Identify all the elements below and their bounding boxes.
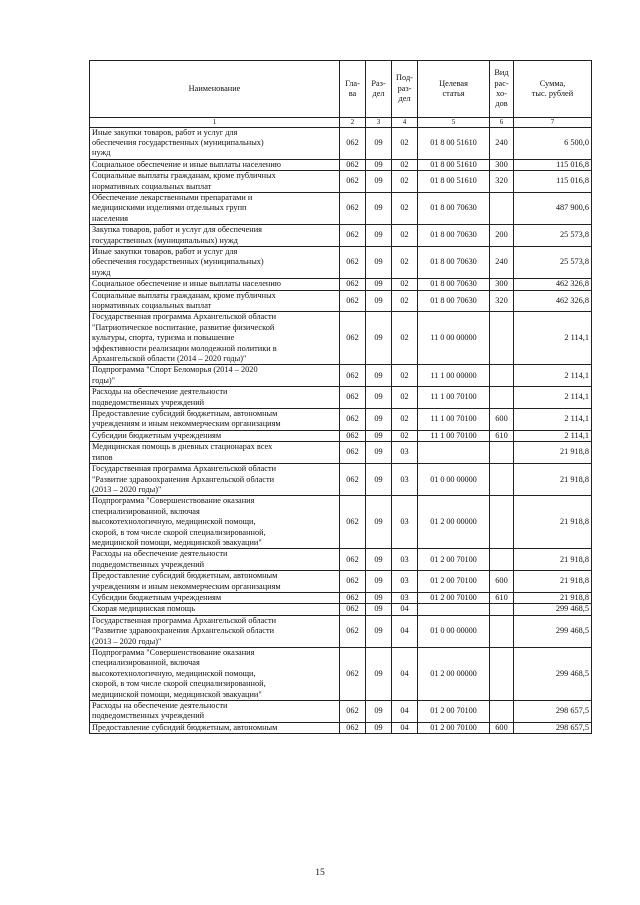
row-exp-type: 200 [490, 225, 514, 247]
row-name: Социальное обеспечение и иные выплаты населению [90, 279, 340, 290]
row-section: 09 [366, 127, 392, 159]
row-name: Закупка товаров, работ и услуг для обеспечения государственных (муниципальных) нужд [90, 225, 340, 247]
row-target: 01 2 00 70100 [418, 571, 490, 593]
row-sum: 299 468,5 [514, 604, 592, 615]
row-target [418, 604, 490, 615]
table-row [90, 127, 592, 159]
row-chapter: 062 [340, 604, 366, 615]
row-target: 01 2 00 70100 [418, 701, 490, 723]
row-exp-type [490, 701, 514, 723]
row-exp-type [490, 604, 514, 615]
row-subsection: 03 [392, 592, 418, 603]
row-exp-type [490, 648, 514, 701]
table-row [90, 442, 592, 464]
row-section: 09 [366, 279, 392, 290]
row-name: Предоставление субсидий бюджетным, автономным учреждениям и иным некоммерческим организациям [90, 571, 340, 593]
table-row [90, 225, 592, 247]
row-chapter: 062 [340, 648, 366, 701]
row-sum: 299 468,5 [514, 615, 592, 647]
row-exp-type [490, 365, 514, 387]
row-sum: 299 468,5 [514, 648, 592, 701]
table-row [90, 701, 592, 723]
table-row [90, 409, 592, 431]
row-exp-type [490, 464, 514, 496]
row-subsection: 04 [392, 604, 418, 615]
row-chapter: 062 [340, 279, 366, 290]
header-name-label: Наименование [188, 83, 241, 93]
row-name: Государственная программа Архангельской области "Развитие здравоохранения Архангельской области (2013 – 2020 годы)" [90, 464, 340, 496]
row-target: 01 2 00 70100 [418, 592, 490, 603]
row-target: 01 8 00 51610 [418, 159, 490, 170]
row-section: 09 [366, 430, 392, 441]
row-exp-type: 610 [490, 592, 514, 603]
row-sum: 21 918,8 [514, 442, 592, 464]
row-sum: 2 114,1 [514, 387, 592, 409]
row-chapter: 062 [340, 701, 366, 723]
row-subsection: 02 [392, 365, 418, 387]
row-exp-type: 600 [490, 722, 514, 733]
table-row [90, 592, 592, 603]
row-sum: 298 657,5 [514, 701, 592, 723]
row-target: 01 2 00 00000 [418, 648, 490, 701]
row-name: Медицинская помощь в дневных стационарах всех типов [90, 442, 340, 464]
row-subsection: 02 [392, 430, 418, 441]
row-chapter: 062 [340, 592, 366, 603]
table-row [90, 279, 592, 290]
row-exp-type [490, 549, 514, 571]
row-name: Социальное обеспечение и иные выплаты населению [90, 159, 340, 170]
row-subsection: 02 [392, 246, 418, 278]
row-section: 09 [366, 365, 392, 387]
row-target: 01 8 00 70630 [418, 290, 490, 312]
row-section: 09 [366, 290, 392, 312]
row-exp-type: 610 [490, 430, 514, 441]
row-exp-type: 240 [490, 246, 514, 278]
header-section-label: Раз- дел [371, 78, 386, 98]
row-sum: 21 918,8 [514, 496, 592, 549]
column-number: 1 [90, 118, 340, 128]
table-row [90, 192, 592, 224]
header-chapter-label: Гла- ва [345, 78, 360, 98]
row-name: Скорая медицинская помощь [90, 604, 340, 615]
row-sum: 2 114,1 [514, 312, 592, 365]
row-subsection: 02 [392, 159, 418, 170]
row-target: 01 8 00 51610 [418, 171, 490, 193]
row-name: Государственная программа Архангельской области "Патриотическое воспитание, развитие физической культуры, спорта, туризма и повышение эффективности реализации молодежной политики в Архангельской области (2014 – 2020 годы)" [90, 312, 340, 365]
row-exp-type [490, 312, 514, 365]
row-chapter: 062 [340, 312, 366, 365]
row-target: 11 1 00 70100 [418, 430, 490, 441]
row-name: Расходы на обеспечение деятельности подведомственных учреждений [90, 387, 340, 409]
row-exp-type: 600 [490, 571, 514, 593]
row-chapter: 062 [340, 192, 366, 224]
row-chapter: 062 [340, 722, 366, 733]
row-name: Социальные выплаты гражданам, кроме публичных нормативных социальных выплат [90, 290, 340, 312]
row-name: Подпрограмма "Спорт Беломорья (2014 – 2020 годы)" [90, 365, 340, 387]
row-section: 09 [366, 409, 392, 431]
header-exp-type [490, 61, 514, 118]
row-subsection: 02 [392, 171, 418, 193]
row-section: 09 [366, 615, 392, 647]
column-number: 6 [490, 118, 514, 128]
row-chapter: 062 [340, 571, 366, 593]
row-chapter: 062 [340, 127, 366, 159]
row-section: 09 [366, 442, 392, 464]
header-exp-type-label: Вид рас- хо- дов [494, 68, 509, 109]
row-sum: 2 114,1 [514, 430, 592, 441]
row-subsection: 03 [392, 549, 418, 571]
row-sum: 115 016,8 [514, 159, 592, 170]
table-row [90, 171, 592, 193]
table-row [90, 290, 592, 312]
budget-page [89, 60, 591, 734]
header-sum-label: Сумма, тыс. рублей [531, 78, 574, 98]
row-sum: 21 918,8 [514, 464, 592, 496]
table-row [90, 159, 592, 170]
column-number-row [90, 118, 592, 128]
row-chapter: 062 [340, 387, 366, 409]
row-name: Подпрограмма "Совершенствование оказания специализированной, включая высокотехнологичную, медицинской помощи, скорой, в том числе скорой специализированной, медицинской помощи, медицинской эвакуации" [90, 496, 340, 549]
header-subsection-label: Под- раз- дел [396, 73, 413, 104]
header-name [90, 61, 340, 118]
column-number: 4 [392, 118, 418, 128]
table-row [90, 571, 592, 593]
row-chapter: 062 [340, 365, 366, 387]
row-chapter: 062 [340, 615, 366, 647]
row-section: 09 [366, 571, 392, 593]
row-section: 09 [366, 192, 392, 224]
header-target-label: Целевая статья [439, 78, 468, 98]
row-target: 11 1 00 00000 [418, 365, 490, 387]
row-section: 09 [366, 604, 392, 615]
row-subsection: 02 [392, 225, 418, 247]
row-exp-type: 300 [490, 279, 514, 290]
row-name: Социальные выплаты гражданам, кроме публичных нормативных социальных выплат [90, 171, 340, 193]
table-body [90, 127, 592, 734]
row-sum: 25 573,8 [514, 225, 592, 247]
row-name: Расходы на обеспечение деятельности подведомственных учреждений [90, 549, 340, 571]
row-sum: 298 657,5 [514, 722, 592, 733]
table-row [90, 312, 592, 365]
row-chapter: 062 [340, 496, 366, 549]
row-exp-type [490, 615, 514, 647]
row-sum: 21 918,8 [514, 571, 592, 593]
row-name: Иные закупки товаров, работ и услуг для обеспечения государственных (муниципальных) нужд [90, 246, 340, 278]
row-sum: 25 573,8 [514, 246, 592, 278]
row-sum: 21 918,8 [514, 592, 592, 603]
table-header-row [90, 61, 592, 118]
row-chapter: 062 [340, 246, 366, 278]
row-section: 09 [366, 225, 392, 247]
row-target: 01 8 00 70630 [418, 225, 490, 247]
row-name: Субсидии бюджетным учреждениям [90, 592, 340, 603]
row-subsection: 04 [392, 648, 418, 701]
row-chapter: 062 [340, 171, 366, 193]
row-subsection: 04 [392, 615, 418, 647]
row-section: 09 [366, 496, 392, 549]
header-sum [514, 61, 592, 118]
row-name: Иные закупки товаров, работ и услуг для обеспечения государственных (муниципальных) нужд [90, 127, 340, 159]
row-subsection: 03 [392, 464, 418, 496]
row-sum: 6 500,0 [514, 127, 592, 159]
row-sum: 21 918,8 [514, 549, 592, 571]
table-row [90, 648, 592, 701]
row-section: 09 [366, 246, 392, 278]
column-number: 7 [514, 118, 592, 128]
row-section: 09 [366, 159, 392, 170]
row-name: Предоставление субсидий бюджетным, автономным учреждениям и иным некоммерческим организациям [90, 409, 340, 431]
row-chapter: 062 [340, 409, 366, 431]
row-target [418, 442, 490, 464]
row-target: 01 2 00 00000 [418, 496, 490, 549]
row-subsection: 02 [392, 387, 418, 409]
row-chapter: 062 [340, 464, 366, 496]
table-row [90, 365, 592, 387]
row-target: 01 8 00 70630 [418, 192, 490, 224]
row-name: Предоставление субсидий бюджетным, автономным [90, 722, 340, 733]
row-section: 09 [366, 592, 392, 603]
row-target: 11 0 00 00000 [418, 312, 490, 365]
row-sum: 462 326,8 [514, 279, 592, 290]
row-target: 11 1 00 70100 [418, 409, 490, 431]
column-number: 5 [418, 118, 490, 128]
row-target: 11 1 00 70100 [418, 387, 490, 409]
row-subsection: 03 [392, 442, 418, 464]
row-section: 09 [366, 701, 392, 723]
header-section [366, 61, 392, 118]
row-exp-type: 600 [490, 409, 514, 431]
budget-table [89, 60, 592, 734]
row-exp-type [490, 192, 514, 224]
header-target [418, 61, 490, 118]
row-subsection: 03 [392, 496, 418, 549]
row-chapter: 062 [340, 549, 366, 571]
table-row [90, 387, 592, 409]
table-row [90, 496, 592, 549]
row-sum: 462 326,8 [514, 290, 592, 312]
row-exp-type: 300 [490, 159, 514, 170]
row-section: 09 [366, 549, 392, 571]
row-target: 01 0 00 00000 [418, 615, 490, 647]
row-subsection: 04 [392, 701, 418, 723]
table-row [90, 549, 592, 571]
table-row [90, 430, 592, 441]
table-row [90, 464, 592, 496]
row-sum: 487 900,6 [514, 192, 592, 224]
row-name: Обеспечение лекарственными препаратами и медицинскими изделиями отдельных групп населения [90, 192, 340, 224]
row-exp-type: 240 [490, 127, 514, 159]
row-subsection: 02 [392, 312, 418, 365]
header-subsection [392, 61, 418, 118]
row-subsection: 02 [392, 279, 418, 290]
row-section: 09 [366, 312, 392, 365]
table-row [90, 722, 592, 733]
row-target: 01 2 00 70100 [418, 722, 490, 733]
row-exp-type [490, 387, 514, 409]
row-exp-type [490, 496, 514, 549]
row-target: 01 8 00 70630 [418, 279, 490, 290]
row-subsection: 02 [392, 290, 418, 312]
row-subsection: 02 [392, 192, 418, 224]
header-chapter [340, 61, 366, 118]
row-section: 09 [366, 648, 392, 701]
row-section: 09 [366, 171, 392, 193]
row-section: 09 [366, 722, 392, 733]
row-name: Расходы на обеспечение деятельности подведомственных учреждений [90, 701, 340, 723]
row-chapter: 062 [340, 430, 366, 441]
row-section: 09 [366, 464, 392, 496]
row-name: Государственная программа Архангельской области "Развитие здравоохранения Архангельской области (2013 – 2020 годы)" [90, 615, 340, 647]
page-number: 15 [315, 868, 325, 878]
row-target: 01 8 00 51610 [418, 127, 490, 159]
row-section: 09 [366, 387, 392, 409]
row-sum: 115 016,8 [514, 171, 592, 193]
table-row [90, 246, 592, 278]
column-number: 2 [340, 118, 366, 128]
row-name: Подпрограмма "Совершенствование оказания специализированной, включая высокотехнологичную, медицинской помощи, скорой, в том числе скорой специализированной, медицинской помощи, медицинской эвакуации" [90, 648, 340, 701]
row-target: 01 0 00 00000 [418, 464, 490, 496]
table-row [90, 604, 592, 615]
row-subsection: 02 [392, 127, 418, 159]
row-chapter: 062 [340, 159, 366, 170]
row-target: 01 2 00 70100 [418, 549, 490, 571]
column-number: 3 [366, 118, 392, 128]
row-exp-type: 320 [490, 171, 514, 193]
row-sum: 2 114,1 [514, 365, 592, 387]
row-chapter: 062 [340, 225, 366, 247]
row-target: 01 8 00 70630 [418, 246, 490, 278]
row-subsection: 02 [392, 409, 418, 431]
row-subsection: 03 [392, 571, 418, 593]
row-name: Субсидии бюджетным учреждениям [90, 430, 340, 441]
row-exp-type [490, 442, 514, 464]
row-exp-type: 320 [490, 290, 514, 312]
table-row [90, 615, 592, 647]
row-subsection: 04 [392, 722, 418, 733]
row-chapter: 062 [340, 442, 366, 464]
row-sum: 2 114,1 [514, 409, 592, 431]
row-chapter: 062 [340, 290, 366, 312]
